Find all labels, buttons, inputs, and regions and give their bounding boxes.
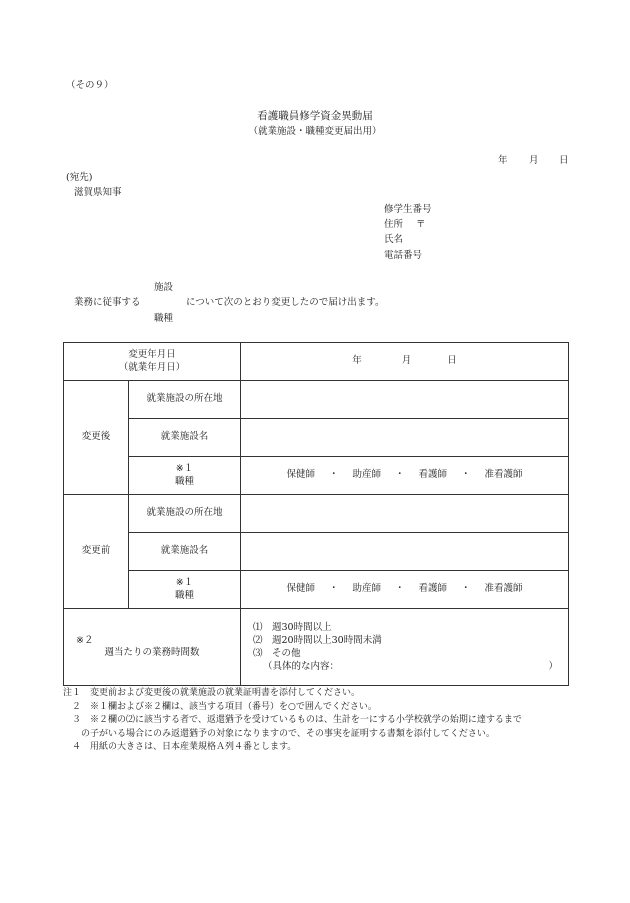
statement-option-facility: 施設 [154, 282, 174, 293]
statement-suffix: について次のとおり変更したので届け出ます。 [186, 297, 385, 308]
statement-option-job: 職種 [154, 313, 174, 324]
separator: ・ [328, 583, 339, 595]
change-date-label: 変更年月日 [128, 349, 176, 361]
before-name-label: 就業施設名 [129, 533, 241, 571]
phone-label: 電話番号 [384, 250, 423, 261]
before-location-label: 就業施設の所在地 [129, 495, 241, 533]
after-job-option[interactable]: 准看護師 [484, 469, 523, 481]
after-location-label: 就業施設の所在地 [129, 381, 241, 419]
student-number-label: 修学生番号 [384, 204, 432, 215]
before-location-row [64, 495, 569, 533]
note-item: ４ 用紙の大きさは、日本産業規格Ａ列４番とします。 [63, 742, 297, 752]
hours-label-cell [64, 609, 241, 686]
separator: ・ [461, 469, 471, 481]
separator: ・ [461, 583, 471, 595]
separator: ・ [395, 583, 405, 595]
hours-option[interactable]: ⑶ その他 [253, 648, 301, 659]
form-number: （その９） [66, 80, 114, 91]
change-date-row [64, 343, 569, 381]
statement-prefix: 業務に従事する [74, 297, 141, 308]
addressee-name: 滋賀県知事 [74, 187, 122, 198]
date-day: 日 [559, 155, 569, 166]
before-name-field[interactable] [241, 533, 569, 571]
hours-detail-close: ） [548, 661, 559, 672]
before-job-option[interactable]: 助産師 [352, 583, 381, 595]
after-name-field[interactable] [241, 419, 569, 457]
hours-row [64, 609, 569, 686]
after-location-row [64, 381, 569, 419]
hours-detail[interactable] [253, 660, 568, 673]
form-subtitle: （就業施設・職種変更届出用） [248, 126, 382, 137]
after-job-option[interactable]: 看護師 [418, 469, 448, 481]
separator: ・ [328, 469, 339, 481]
after-job-option[interactable]: 保健師 [286, 469, 315, 481]
form-title: 看護職員修学資金異動届 [257, 110, 373, 122]
after-name-label: 就業施設名 [129, 419, 241, 457]
date-year: 年 [498, 155, 508, 166]
before-job-option[interactable]: 看護師 [418, 583, 448, 595]
addressee-label: (宛先) [66, 172, 93, 183]
address-label: 住所 [384, 219, 404, 230]
change-date-sub-label: （就業年月日） [118, 361, 186, 373]
note-item: の子がいる場合にのみ返還猶予の対象になりますので、その事実を証明する書類を添付してください。 [63, 728, 495, 739]
after-job-option[interactable]: 助産師 [352, 469, 381, 481]
change-date-day: 日 [447, 355, 457, 367]
before-job-option[interactable]: 保健師 [286, 583, 315, 595]
hours-label: 週当たりの業務時間数 [104, 647, 200, 658]
before-job-mark: ※１ [175, 577, 194, 589]
after-job-label-cell [129, 457, 241, 495]
before-location-field[interactable] [241, 495, 569, 533]
separator: ・ [395, 469, 405, 481]
after-job-mark: ※１ [175, 463, 194, 475]
before-job-label-cell [129, 571, 241, 609]
change-date-label-cell [64, 343, 241, 381]
postal-mark: 〒 [416, 219, 426, 230]
after-name-row [64, 419, 569, 457]
change-form-table [63, 342, 569, 686]
after-location-field[interactable] [241, 381, 569, 419]
name-label: 氏名 [384, 234, 404, 245]
note-item: 注１ 変更前および変更後の就業施設の就業証明書を添付してください。 [63, 688, 361, 698]
change-date-year: 年 [352, 355, 362, 367]
before-job-label: 職種 [175, 589, 195, 601]
note-item: ２ ※１欄および※２欄は、該当する項目（番号）を○で囲んでください。 [63, 701, 377, 712]
before-job-option[interactable]: 准看護師 [484, 583, 523, 595]
after-job-row [64, 457, 569, 495]
hours-options[interactable] [241, 609, 569, 686]
change-date-value[interactable] [241, 343, 569, 381]
hours-mark: ※２ [76, 634, 94, 646]
date-month: 月 [529, 155, 539, 166]
change-date-month: 月 [401, 355, 412, 367]
before-job-options[interactable] [241, 571, 569, 609]
after-group-label: 変更後 [64, 381, 129, 495]
after-job-label: 職種 [175, 475, 195, 487]
note-item: ３ ※２欄の⑵に該当する者で、返還猶予を受けているものは、生計を一にする小学校就学の始期に達するまで [63, 715, 522, 725]
hours-option[interactable]: ⑵ 週20時間以上30時間未満 [253, 635, 382, 646]
notes [63, 687, 623, 755]
after-job-options[interactable] [241, 457, 569, 495]
hours-option[interactable]: ⑴ 週30時間以上 [253, 622, 332, 633]
before-group-label: 変更前 [64, 495, 129, 609]
hours-detail-open: （具体的な内容： [263, 661, 340, 672]
before-name-row [64, 533, 569, 571]
before-job-row [64, 571, 569, 609]
